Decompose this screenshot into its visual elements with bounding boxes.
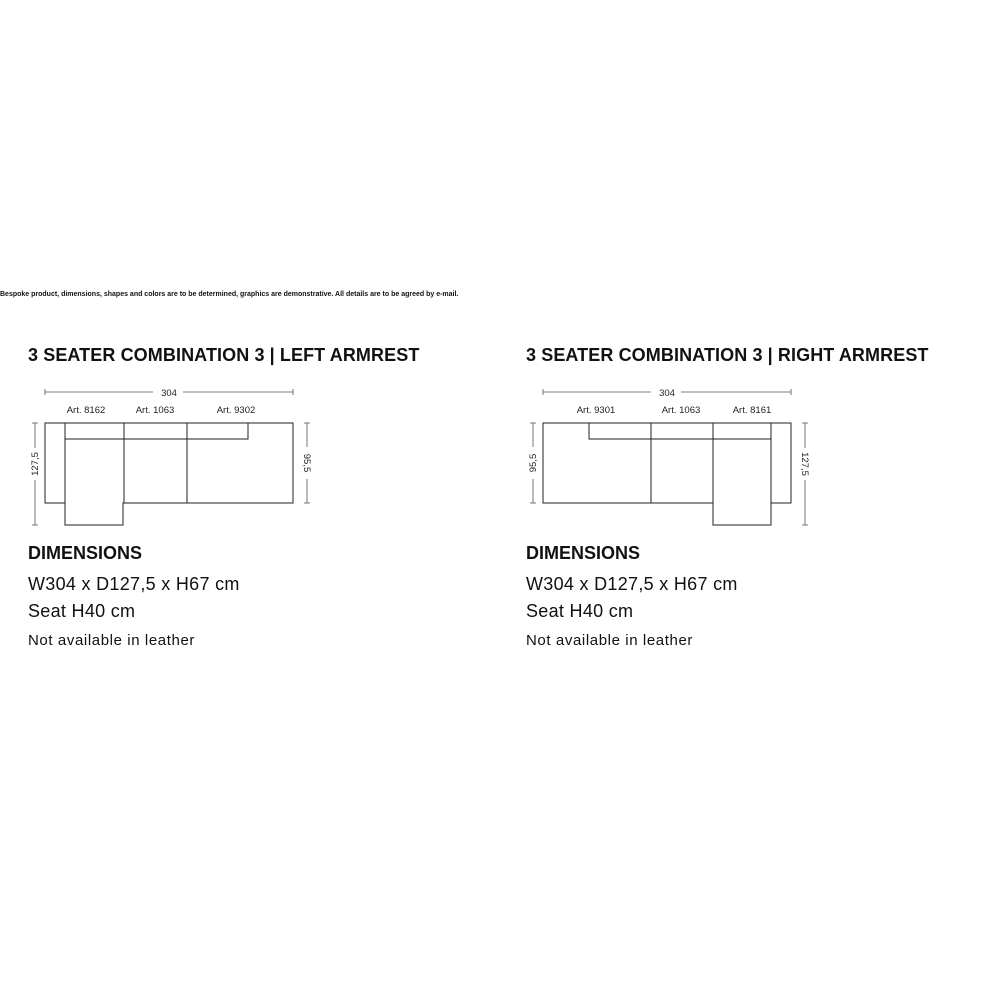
module-label: Art. 8161 bbox=[732, 405, 772, 416]
panel-title: 3 SEATER COMBINATION 3 | LEFT ARMREST bbox=[28, 345, 420, 365]
depth-dimension bbox=[799, 423, 810, 525]
back-depth-label: 95,5 bbox=[301, 453, 312, 473]
width-dimension bbox=[543, 388, 791, 399]
sofa-outline bbox=[543, 423, 791, 525]
panel-left-armrest bbox=[28, 340, 508, 670]
availability-note: Not available in leather bbox=[526, 632, 693, 649]
dimensions-overall: W304 x D127,5 x H67 cm bbox=[28, 574, 240, 594]
dimensions-heading: DIMENSIONS bbox=[28, 543, 143, 563]
width-label: 304 bbox=[161, 388, 177, 399]
module-label: Art. 9302 bbox=[216, 405, 256, 416]
module-label: Art. 1063 bbox=[661, 405, 701, 416]
module-label: Art. 9301 bbox=[576, 405, 616, 416]
dimensions-seat-height: Seat H40 cm bbox=[28, 601, 136, 621]
module-label: Art. 1063 bbox=[135, 405, 175, 416]
width-dimension bbox=[45, 388, 293, 399]
panel-right-armrest bbox=[526, 340, 1000, 670]
panel-title: 3 SEATER COMBINATION 3 | RIGHT ARMREST bbox=[526, 345, 929, 365]
depth-dimension bbox=[30, 423, 41, 525]
sofa-diagram-left-armrest bbox=[28, 375, 508, 535]
depth-label: 127,5 bbox=[799, 452, 810, 476]
availability-note: Not available in leather bbox=[28, 632, 195, 649]
sofa-diagram-right-armrest bbox=[526, 375, 1000, 535]
dimensions-seat-height: Seat H40 cm bbox=[526, 601, 634, 621]
disclaimer-text: Bespoke product, dimensions, shapes and colors are to be determined, graphics are demonstrative. All details are to be agreed by e-mail. bbox=[0, 291, 459, 298]
back-depth-dimension bbox=[301, 423, 312, 503]
dimensions-heading: DIMENSIONS bbox=[526, 543, 641, 563]
width-label: 304 bbox=[659, 388, 675, 399]
depth-label: 127,5 bbox=[30, 452, 41, 476]
back-depth-dimension bbox=[528, 423, 539, 503]
module-label: Art. 8162 bbox=[66, 405, 106, 416]
sofa-outline bbox=[45, 423, 293, 525]
dimensions-overall: W304 x D127,5 x H67 cm bbox=[526, 574, 738, 594]
back-depth-label: 95,5 bbox=[528, 453, 539, 473]
